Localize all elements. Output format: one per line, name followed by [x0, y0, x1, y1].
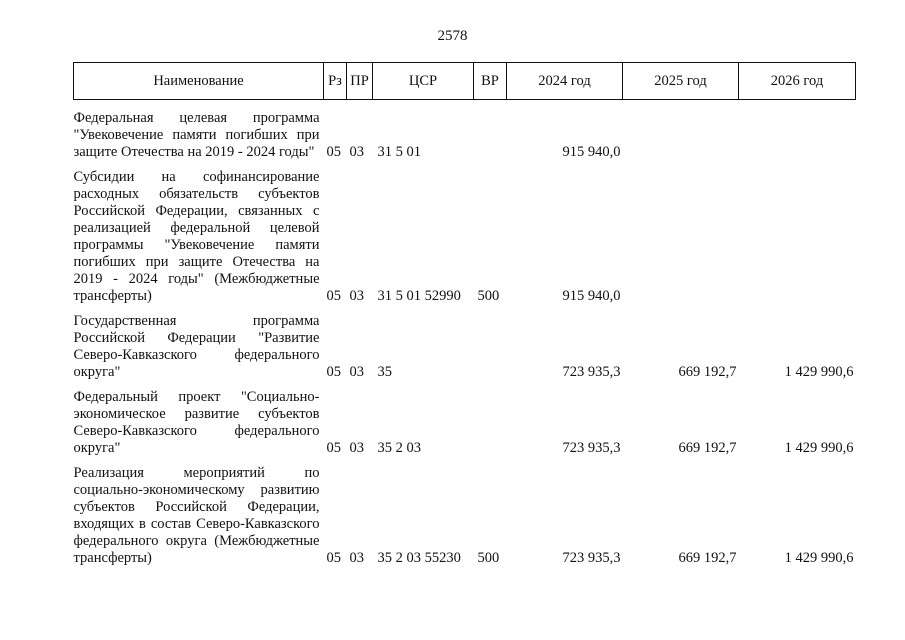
header-2024: 2024 год — [507, 63, 623, 100]
row-2024: 915 940,0 — [562, 288, 621, 304]
header-rz: Рз — [324, 63, 347, 100]
row-name: Федеральная целевая программа "Увековечение памяти погибших при защите Отечества на 2019 - 2024 годы" — [73, 110, 320, 160]
row-vr — [474, 305, 507, 381]
header-name: Наименование — [74, 63, 324, 100]
row-2026: 1 429 990,6 — [784, 364, 854, 380]
page-number: 2578 — [437, 28, 468, 44]
header-row — [74, 63, 856, 100]
table-row — [74, 381, 856, 457]
row-pr: 03 — [349, 288, 364, 304]
row-pr: 03 — [349, 364, 364, 380]
row-2025: 669 192,7 — [678, 364, 737, 380]
table-header — [74, 63, 856, 100]
row-2025: 669 192,7 — [678, 440, 737, 456]
row-name: Федеральный проект "Социально-экономическое развитие субъектов Северо-Кавказского федерального округа" — [73, 389, 320, 456]
row-name: Субсидии на софинансирование расходных обязательств субъектов Российской Федерации, связанных с реализацией федеральной целевой программы "Увековечение памяти погибших при защите Отечества на 2019 - 2024 годы" (Межбюджетные трансферты) — [73, 169, 320, 304]
table-row — [74, 100, 856, 162]
row-rz: 05 — [326, 364, 341, 380]
row-2024: 915 940,0 — [562, 144, 621, 160]
row-pr: 03 — [349, 144, 364, 160]
row-2024: 723 935,3 — [562, 440, 621, 456]
row-rz: 05 — [326, 550, 341, 566]
row-2026: 1 429 990,6 — [784, 440, 854, 456]
row-name: Государственная программа Российской Федерации "Развитие Северо-Кавказского федерального округа" — [73, 313, 320, 380]
row-vr: 500 — [477, 288, 500, 304]
header-2026: 2026 год — [739, 63, 856, 100]
row-vr — [474, 381, 507, 457]
header-pr: ПР — [347, 63, 373, 100]
row-2025 — [623, 161, 739, 305]
row-name: Реализация мероприятий по социально-экономическому развитию субъектов Российской Федерации, входящих в состав Северо-Кавказского федерального округа (Межбюджетные трансферты) — [73, 465, 320, 566]
row-csr: 31 5 01 52990 — [377, 288, 461, 304]
table-row — [74, 457, 856, 567]
header-2025: 2025 год — [623, 63, 739, 100]
row-rz: 05 — [326, 144, 341, 160]
row-2026 — [739, 100, 856, 162]
row-2025: 669 192,7 — [678, 550, 737, 566]
budget-table — [73, 62, 856, 567]
row-csr: 35 2 03 55230 — [377, 550, 461, 566]
table-row — [74, 161, 856, 305]
row-csr: 31 5 01 — [377, 144, 421, 160]
row-csr: 35 2 03 — [377, 440, 421, 456]
table-row — [74, 305, 856, 381]
row-vr: 500 — [477, 550, 500, 566]
row-2026: 1 429 990,6 — [784, 550, 854, 566]
row-2024: 723 935,3 — [562, 364, 621, 380]
row-pr: 03 — [349, 550, 364, 566]
row-rz: 05 — [326, 440, 341, 456]
row-rz: 05 — [326, 288, 341, 304]
row-2026 — [739, 161, 856, 305]
header-vr: ВР — [474, 63, 507, 100]
header-csr: ЦСР — [373, 63, 474, 100]
row-csr: 35 — [377, 364, 392, 380]
table-body — [74, 100, 856, 568]
row-vr — [474, 100, 507, 162]
row-2024: 723 935,3 — [562, 550, 621, 566]
row-2025 — [623, 100, 739, 162]
row-pr: 03 — [349, 440, 364, 456]
